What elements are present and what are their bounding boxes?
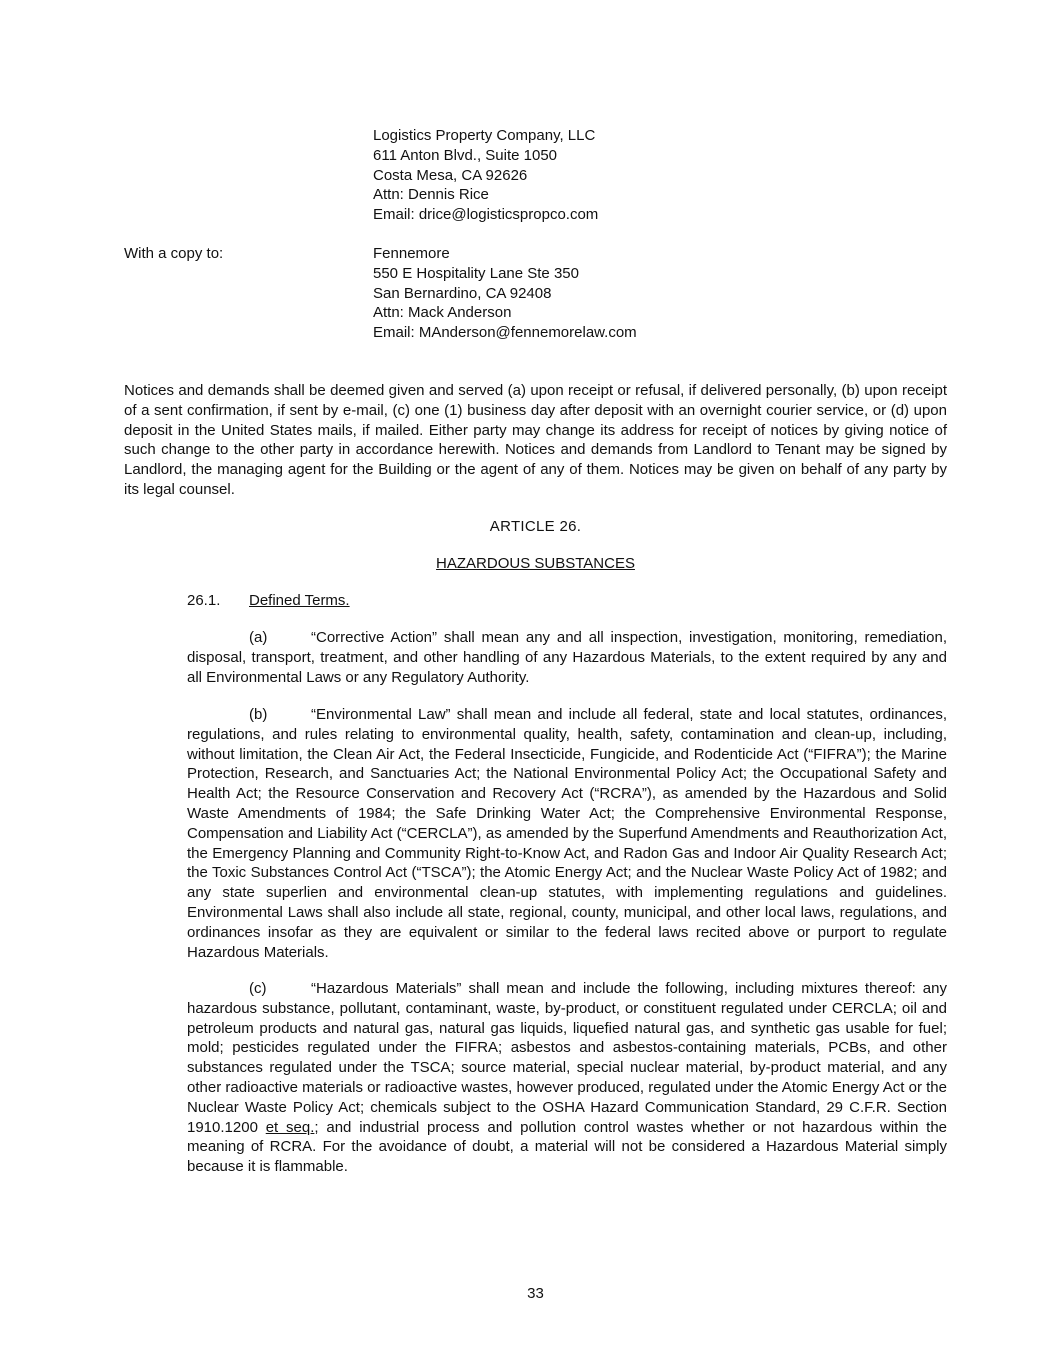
article-title-wrapper xyxy=(124,554,947,574)
copy-to-city: San Bernardino, CA 92408 xyxy=(373,284,552,302)
paragraph-c-text-after: ; and industrial process and pollution control wastes whether or not hazardous within the meaning of RCRA. For the avoidance of doubt, a material will not be considered a Hazardous Material simply because it is flammable. xyxy=(187,1118,948,1176)
paragraph-c-label: (c) xyxy=(249,980,267,997)
copy-to-label: With a copy to: xyxy=(124,245,224,262)
copy-to-attn: Attn: Mack Anderson xyxy=(373,304,512,322)
section-heading xyxy=(187,591,350,611)
landlord-city: Costa Mesa, CA 92626 xyxy=(373,166,528,184)
paragraph-c-text-before: “Hazardous Materials” shall mean and include the following, including mixtures thereof: any hazardous substance, pollutant, contaminant, waste, by-product, or constituent regulated under CERCLA; oil and petroleum products and natural gas, natural gas liquids, liquefied natural gas, and synthetic gas usable for fuel; mold; pesticides regulated under the FIFRA; asbestos and asbestos-containing materials, PCBs, and other substances regulated under the TSCA; source material, special nuclear material, by-product material, and any other radioactive materials or radioactive wastes, however produced, regulated under the Atomic Energy Act or the Nuclear Waste Policy Act; chemicals subject to the OSHA Hazard Communication Standard, 29 C.F.R. Section 1910.1200 xyxy=(187,980,947,1136)
paragraph-a-text: “Corrective Action” shall mean any and all inspection, investigation, monitoring, remediation, disposal, transport, treatment, and other handling of any Hazardous Materials, to the extent required by any and all Environmental Laws or any Regulatory Authority. xyxy=(187,629,947,686)
paragraph-c xyxy=(187,979,947,1177)
paragraph-a xyxy=(187,628,947,687)
paragraph-b xyxy=(187,705,947,962)
paragraph-b-label: (b) xyxy=(249,706,268,723)
section-number: 26.1. xyxy=(187,592,221,609)
copy-to-address-block xyxy=(373,244,933,343)
copy-to-email: Email: MAnderson@fennemorelaw.com xyxy=(373,324,637,342)
paragraph-b-text: “Environmental Law” shall mean and include all federal, state and local statutes, ordinances, regulations, and rules relating to environmental quality, health, safety, contamination and clean-up, including, without limitation, the Clean Air Act, the Federal Insecticide, Fungicide, and Rodenticide Act (“FIFRA”); the Marine Protection, Research, and Sanctuaries Act; the National Environmental Policy Act; the Occupational Safety and Health Act; the Resource Conservation and Recovery Act (“RCRA”), as amended by the Hazardous and Solid Waste Amendments of 1984; the Safe Drinking Water Act; the Comprehensive Environmental Response, Compensation and Liability Act (“CERCLA”), as amended by the Superfund Amendments and Reauthorization Act, the Emergency Planning and Community Right-to-Know Act, and Radon Gas and Indoor Air Quality Research Act; the Toxic Substances Control Act (“TSCA”); the Atomic Energy Act; and the Nuclear Waste Policy Act of 1982; and any state superlien and environmental clean-up statutes, with implementing regulations and guidelines. Environmental Laws shall also include all state, regional, county, municipal, and other local laws, regulations, and ordinances insofar as they are equivalent or similar to the federal laws recited above or purport to regulate Hazardous Materials. xyxy=(187,706,947,961)
landlord-street: 611 Anton Blvd., Suite 1050 xyxy=(373,146,558,164)
et-seq-citation: et seq. xyxy=(265,1118,315,1136)
section-title: Defined Terms. xyxy=(249,592,350,609)
article-number: ARTICLE 26. xyxy=(489,518,582,535)
copy-to-company: Fennemore xyxy=(373,245,450,262)
notices-paragraph: Notices and demands shall be deemed given and served (a) upon receipt or refusal, if delivered personally, (b) upon receipt of a sent confirmation, if sent by e-mail, (c) one (1) business day after deposit with an overnight courier service, or (d) upon deposit in the United States mails, if mailed. Either party may change its address for receipt of notices by giving notice of such change to the other party in accordance herewith. Notices and demands from Landlord to Tenant may be signed by Landlord, the managing agent for the Building or the agent of any of them. Notices may be given on behalf of any party by its legal counsel. xyxy=(124,382,947,498)
page-number: 33 xyxy=(527,1285,544,1302)
landlord-attn: Attn: Dennis Rice xyxy=(373,186,489,204)
landlord-address-block xyxy=(373,126,933,225)
copy-to-street: 550 E Hospitality Lane Ste 350 xyxy=(373,264,579,282)
paragraph-a-label: (a) xyxy=(249,629,268,646)
landlord-company: Logistics Property Company, LLC xyxy=(373,127,596,144)
article-title: HAZARDOUS SUBSTANCES xyxy=(436,555,635,572)
landlord-email: Email: drice@logisticspropco.com xyxy=(373,206,599,224)
